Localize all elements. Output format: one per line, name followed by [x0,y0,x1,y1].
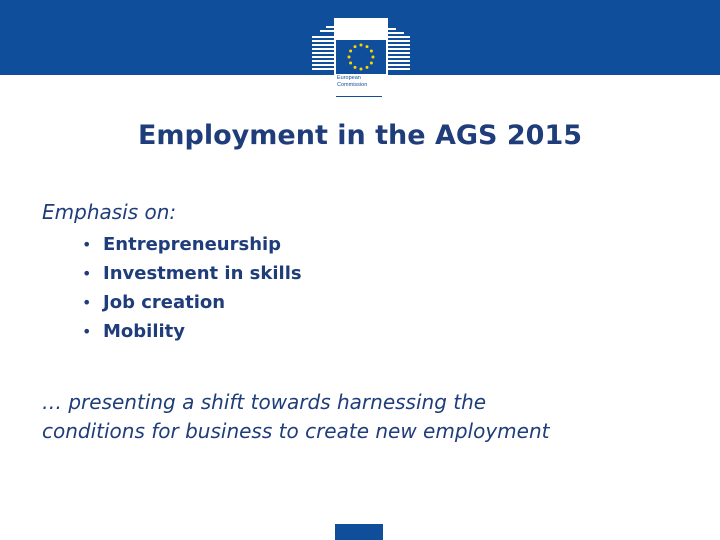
logo-wordmark [337,75,387,97]
bullet-text: Investment in skills [103,263,302,284]
bullet-dot-icon: • [82,235,92,254]
logo-text-line1: European [337,75,361,81]
closing-statement [42,388,702,446]
bullet-dot-icon: • [82,293,92,312]
closing-line-1: … presenting a shift towards harnessing the [42,390,487,414]
footer-bar [335,524,383,540]
bullet-item [78,262,302,291]
closing-line-2: conditions for business to create new employment [42,419,550,443]
slide-title: Employment in the AGS 2015 [137,120,583,151]
bullet-item [78,320,302,349]
bullet-list [78,233,302,349]
logo-underline [336,96,382,97]
intro-text: Emphasis on: [42,200,177,224]
logo-text-line2: Commission [337,81,368,88]
bullet-item [78,291,302,320]
bullet-text: Entrepreneurship [103,234,282,255]
bullet-dot-icon: • [82,322,92,341]
bullet-dot-icon: • [82,264,92,283]
bullet-text: Job creation [103,292,226,313]
bullet-text: Mobility [103,321,186,342]
bullet-item [78,233,302,262]
